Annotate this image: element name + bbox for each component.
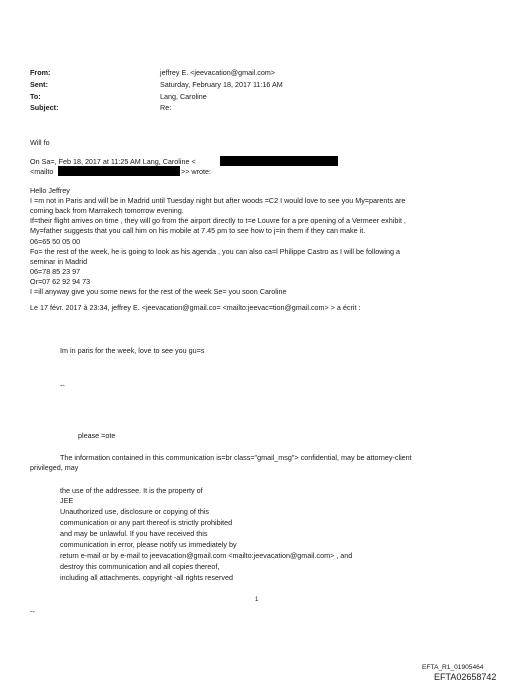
please-note-text: please =ote <box>78 431 116 440</box>
disclaimer-line: destroy this communication and all copies thereof, <box>60 562 220 571</box>
message-line: Hello Jeffrey <box>30 186 70 195</box>
message-line: coming back from Marrakech tomorrow evening. <box>30 206 184 215</box>
message-line: My=father suggests that you call him on his mobile at 7.45 pm to see how to j=in them if they can make it. <box>30 226 366 235</box>
bates-number: EFTA_R1_01905464 <box>422 664 484 671</box>
message-line: I =m not in Paris and will be in Madrid until Tuesday night but after woods =C2 I would love to see you My=parents are <box>30 196 406 205</box>
quote-header-line-2b: >> wrote: <box>181 167 211 176</box>
reply-text: Will fo <box>30 138 50 147</box>
disclaimer-line: JEE <box>60 496 74 505</box>
disclaimer-line: communication or any part thereof is strictly prohibited <box>60 518 233 527</box>
message-line: seminar in Madrid <box>30 257 88 266</box>
from-label: From: <box>30 68 51 77</box>
message-line: 06=65 50 05 00 <box>30 237 81 246</box>
disclaimer-line: return e-mail or by e-mail to jeevacation@gmail.com <mailto:jeevacation@gmail.com> , and <box>60 551 353 560</box>
message-line: 06=78 85 23 97 <box>30 267 81 276</box>
to-value: Lang, Caroline <box>160 92 207 101</box>
subject-value: Re: <box>160 103 172 112</box>
message-line: I =ill anyway give you some news for the rest of the week Se= you soon Caroline <box>30 287 287 296</box>
quote-header-line-2a: <mailto <box>30 167 54 176</box>
quoted-message: Im in paris for the week, love to see you gu=s <box>60 346 205 355</box>
quoted-reply-header: Le 17 févr. 2017 à 23:34, jeffrey E. <jeevacation@gmail.co= <mailto:jeevac=tion@gmail.com> > a écrit : <box>30 303 361 312</box>
disclaimer-line: including all attachments. copyright -all rights reserved <box>60 573 233 582</box>
confidentiality-line: The information contained in this communication is=br class="gmail_msg"> confidential, may be attorney-client <box>60 453 412 462</box>
subject-label: Subject: <box>30 103 59 112</box>
to-label: To: <box>30 92 41 101</box>
message-line: Fo= the rest of the week, he is going to look as his agenda , you can also ca=l Philippe Castro as I will be following a <box>30 247 400 256</box>
confidentiality-line: privileged, may <box>30 463 79 472</box>
sent-value: Saturday, February 18, 2017 11:16 AM <box>160 80 283 89</box>
disclaimer-line: communication in error, please notify us immediately by <box>60 540 237 549</box>
message-line: If=their flight arrives on time , they will go from the airport directly to t=e Louvre for a pre opening of a Vermeer exhibit , <box>30 216 406 225</box>
quote-header-line-1: On Sa=, Feb 18, 2017 at 11:25 AM Lang, Caroline < <box>30 157 196 166</box>
disclaimer-line: Unauthorized use, disclosure or copying of this <box>60 507 210 516</box>
page-number: 1 <box>255 597 259 603</box>
from-value: jeffrey E. <jeevacation@gmail.com> <box>160 68 276 77</box>
end-dashes: -- <box>30 607 35 616</box>
disclaimer-line: the use of the addressee. It is the property of <box>60 486 203 495</box>
bates-number: EFTA02658742 <box>434 672 497 682</box>
message-line: Or=07 62 92 94 73 <box>30 277 91 286</box>
separator-dashes: -- <box>60 381 65 390</box>
redaction-bar <box>58 166 180 176</box>
redaction-bar <box>220 156 338 166</box>
sent-label: Sent: <box>30 80 48 89</box>
disclaimer-line: and may be unlawful. If you have received this <box>60 529 208 538</box>
